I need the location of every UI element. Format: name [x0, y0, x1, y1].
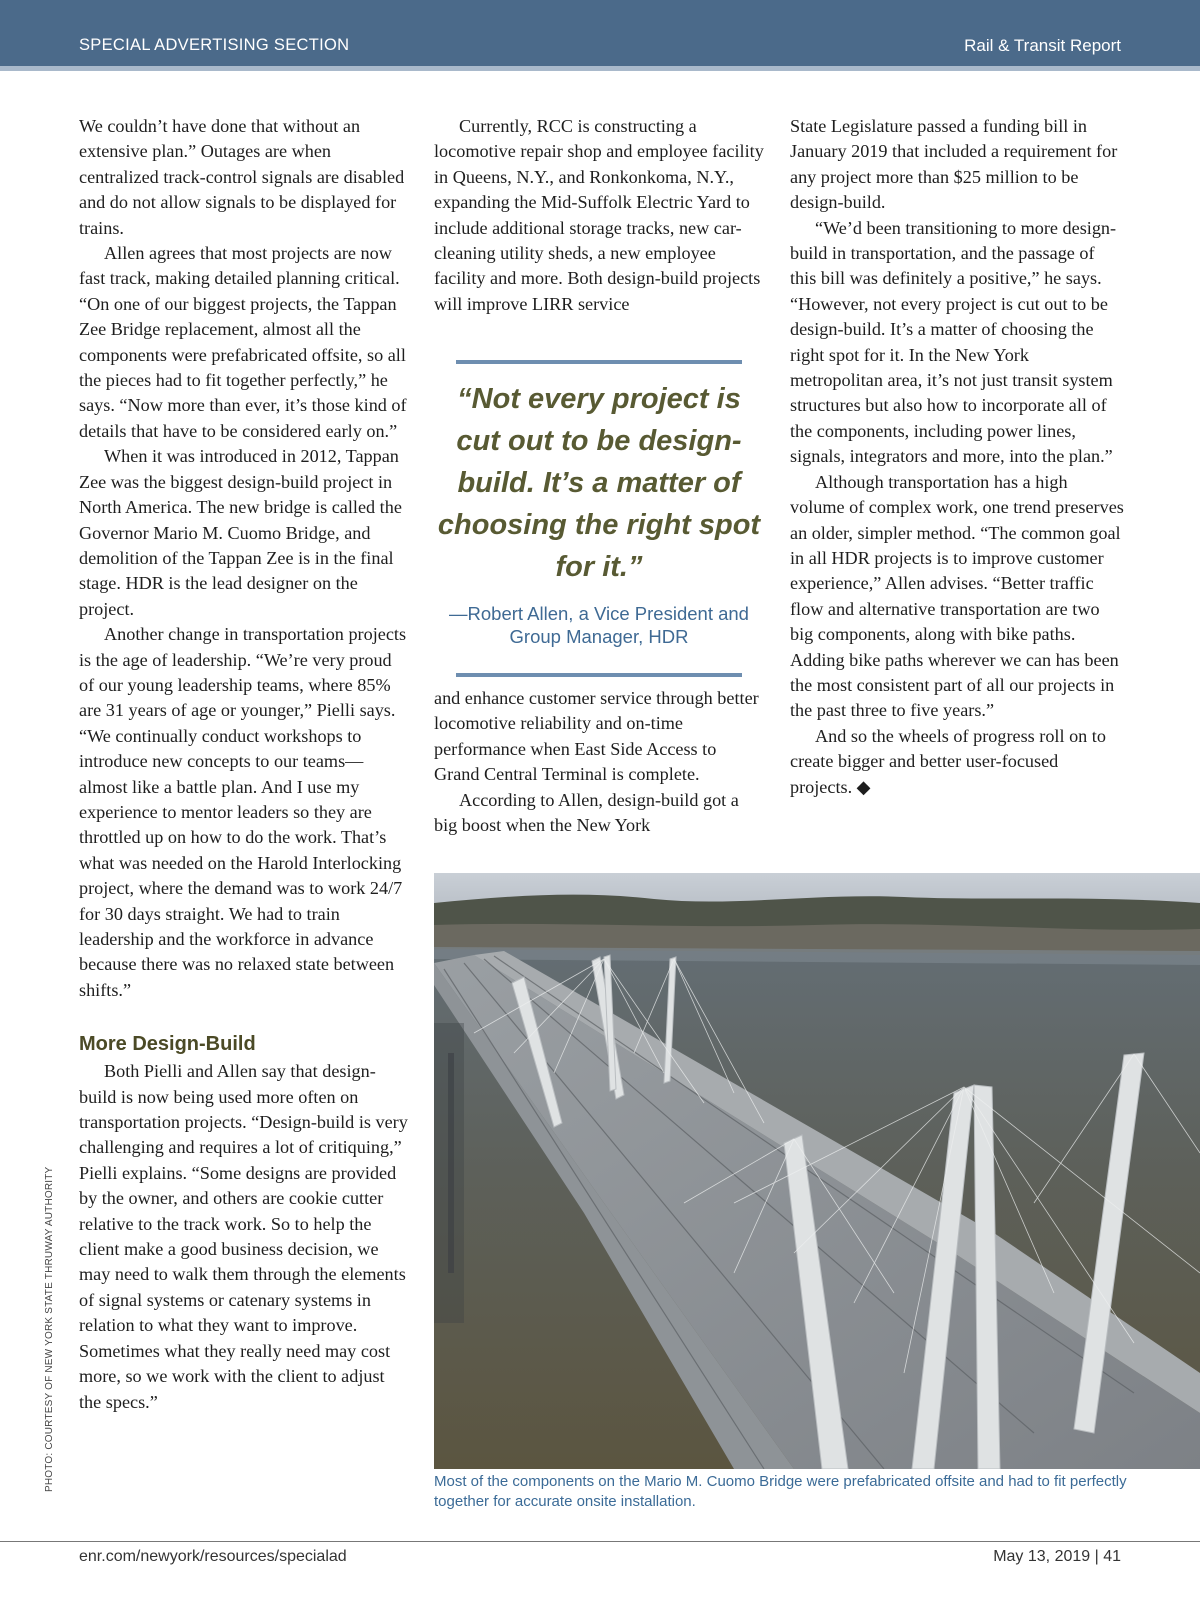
pull-quote: [434, 378, 764, 648]
pull-quote-text: “Not every project is cut out to be design-build. It’s a matter of choosing the right spot for it.”: [437, 383, 761, 583]
bridge-photo: [434, 873, 1200, 1469]
footer-rule: [0, 1541, 1200, 1542]
paragraph: Both Pielli and Allen say that design-build is now being used more often on transportation projects. “Design-build is very challenging and requires a lot of critiquing,” Pielli explains. “Some designs are provided by the owner, and others are cookie cutter relative to the track work. So to help the client make a good business decision, we may need to walk them through the elements of signal systems or catenary systems in relation to what they want to improve. Sometimes what they really need may cost more, so we work with the client to adjust the specs.”: [79, 1061, 408, 1412]
paragraph: “We’d been transitioning to more design-build in transportation, and the passage of this bill was definitely a positive,” he says. “However, not every project is cut out to be design-build. It’s a matter of choosing the right spot for it. In the New York metropolitan area, it’s not just transit system structures but also how to incorporate all of the components, including power lines, signals, integrators and more, into the plan.”: [790, 217, 1117, 467]
paragraph: When it was introduced in 2012, Tappan Zee was the biggest design-build project in North America. The new bridge is called the Governor Mario M. Cuomo Bridge, and demolition of the Tappan Zee is in the final stage. HDR is the lead designer on the project.: [79, 446, 402, 619]
paragraph: Allen agrees that most projects are now fast track, making detailed planning critical. “On one of our biggest projects, the Tappan Zee Bridge replacement, almost all the components were prefabricated offsite, so all the pieces had to fit together perfectly,” he says. “Now more than ever, it’s those kind of details that have to be considered early on.”: [79, 243, 407, 441]
photo-credit: PHOTO: COURTESY OF NEW YORK STATE THRUWAY AUTHORITY: [44, 1166, 55, 1492]
paragraph: Currently, RCC is constructing a locomotive repair shop and employee facility in Queens, N.Y., and Ronkonkoma, N.Y., expanding the Mid-Suffolk Electric Yard to include additional storage tracks, new car-cleaning utility sheds, a new employee facility and more. Both design-build projects will improve LIRR service: [434, 116, 764, 314]
article-column-3: [790, 114, 1124, 800]
photo-caption: Most of the components on the Mario M. Cuomo Bridge were prefabricated offsite and had to fit perfectly together for accurate onsite installation.: [434, 1473, 1127, 1510]
footer-url: enr.com/newyork/resources/specialad: [79, 1548, 347, 1565]
article-column-1: [79, 114, 409, 1415]
section-header: [0, 0, 1200, 71]
paragraph: According to Allen, design-build got a big boost when the New York: [434, 789, 739, 836]
report-title: Rail & Transit Report: [964, 36, 1121, 55]
paragraph: And so the wheels of progress roll on to create bigger and better user-focused projects. ◆: [790, 725, 1106, 797]
article-column-2-top: [434, 114, 764, 317]
pullquote-top-rule: [456, 360, 742, 364]
section-heading: More Design-Build: [79, 1033, 256, 1056]
footer-date-page: May 13, 2019 | 41: [993, 1548, 1121, 1565]
paragraph: and enhance customer service through better locomotive reliability and on-time performance when East Side Access to Grand Central Terminal is complete.: [434, 688, 759, 785]
paragraph: We couldn’t have done that without an extensive plan.” Outages are when centralized track-control signals are disabled and do not allow signals to be displayed for trains.: [79, 116, 405, 238]
section-label: SPECIAL ADVERTISING SECTION: [79, 36, 350, 54]
pull-quote-attribution: —Robert Allen, a Vice President and Group Manager, HDR: [449, 603, 749, 647]
article-column-2-bottom: [434, 686, 764, 838]
paragraph: State Legislature passed a funding bill in January 2019 that included a requirement for any project more than $25 million to be design-build.: [790, 116, 1118, 213]
pullquote-bottom-rule: [456, 673, 742, 677]
paragraph: Although transportation has a high volume of complex work, one trend preserves an older, simpler method. “The common goal in all HDR projects is to improve customer experience,” Allen advises. “Better traffic flow and alternative transportation are two big components, along with bike paths. Adding bike paths wherever we can has been the most consistent part of all our projects in the past three to five years.”: [790, 471, 1124, 721]
paragraph: Another change in transportation projects is the age of leadership. “We’re very proud of our young leadership teams, where 85% are 31 years of age or younger,” Pielli says. “We continually conduct workshops to introduce new concepts to our teams—almost like a battle plan. And I use my experience to mentor leaders so they are throttled up on how to do the work. That’s what was needed on the Harold Interlocking project, where the demand was to work 24/7 for 30 days straight. We had to train leadership and the workforce in advance because there was no relaxed state between shifts.”: [79, 624, 407, 1000]
